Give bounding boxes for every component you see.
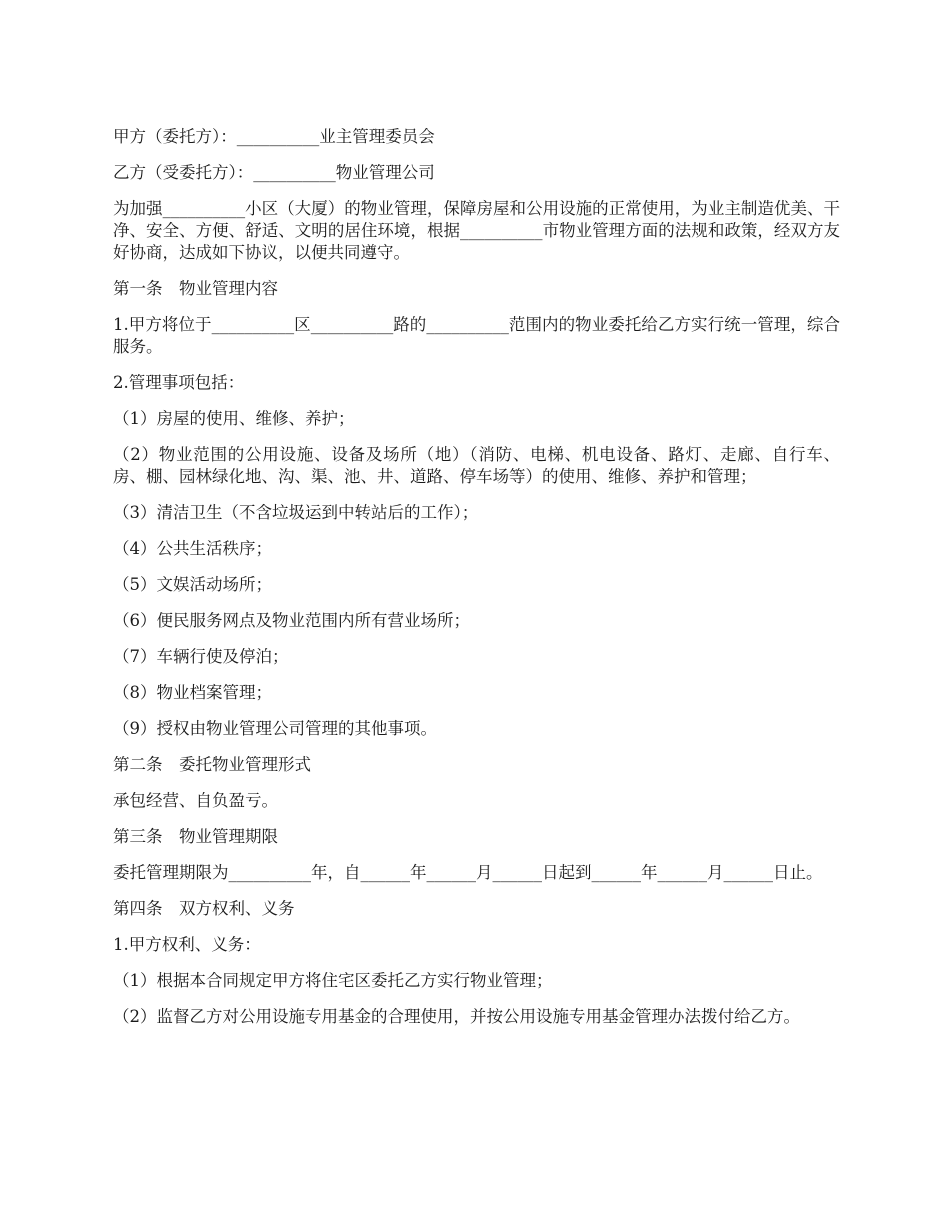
management-item-7: （7）车辆行使及停泊；: [113, 647, 289, 666]
article-1-clause-1: 1.甲方将位于__________区__________路的__________范围内的物业委托给乙方实行统一管理，综合服务。: [113, 315, 840, 356]
preamble-paragraph: 为加强__________小区（大厦）的物业管理，保障房屋和公用设施的正常使用，为业主制造优美、干净、安全、方便、舒适、文明的居住环境，根据__________市物业管理方面的法规和政策，经双方友好协商，达成如下协议，以便共同遵守。: [113, 199, 840, 262]
article-4-clause-1: 1.甲方权利、义务：: [113, 935, 261, 954]
management-item-4: （4）公共生活秩序；: [113, 539, 272, 558]
party-a-line: 甲方（委托方）：__________业主管理委员会: [113, 127, 435, 146]
management-item-1: （1）房屋的使用、维修、养护；: [113, 409, 355, 428]
management-item-9: （9）授权由物业管理公司管理的其他事项。: [113, 719, 437, 738]
management-item-6: （6）便民服务网点及物业范围内所有营业场所；: [113, 611, 470, 630]
party-a-duty-1: （1）根据本合同规定甲方将住宅区委托乙方实行物业管理；: [113, 971, 553, 990]
party-a-duty-2: （2）监督乙方对公用设施专用基金的合理使用，并按公用设施专用基金管理办法拨付给乙方。: [113, 1007, 800, 1026]
management-item-5: （5）文娱活动场所；: [113, 575, 272, 594]
article-2-heading: 第二条 委托物业管理形式: [113, 755, 311, 774]
contract-document: [113, 126, 840, 1042]
article-2-body: 承包经营、自负盈亏。: [113, 791, 278, 810]
article-1-heading: 第一条 物业管理内容: [113, 279, 278, 298]
management-item-2: （2）物业范围的公用设施、设备及场所（地）（消防、电梯、机电设备、路灯、走廊、自行车、房、棚、园林绿化地、沟、渠、池、井、道路、停车场等）的使用、维修、养护和管理；: [113, 445, 840, 486]
management-item-3: （3）清洁卫生（不含垃圾运到中转站后的工作）；: [113, 503, 479, 522]
article-3-heading: 第三条 物业管理期限: [113, 827, 278, 846]
party-b-line: 乙方（受委托方）：__________物业管理公司: [113, 163, 435, 182]
article-3-body: 委托管理期限为__________年，自______年______月______日起到______年______月______日止。: [113, 863, 823, 882]
article-1-clause-2: 2.管理事项包括：: [113, 373, 245, 392]
management-item-8: （8）物业档案管理；: [113, 683, 272, 702]
article-4-heading: 第四条 双方权利、义务: [113, 899, 295, 918]
